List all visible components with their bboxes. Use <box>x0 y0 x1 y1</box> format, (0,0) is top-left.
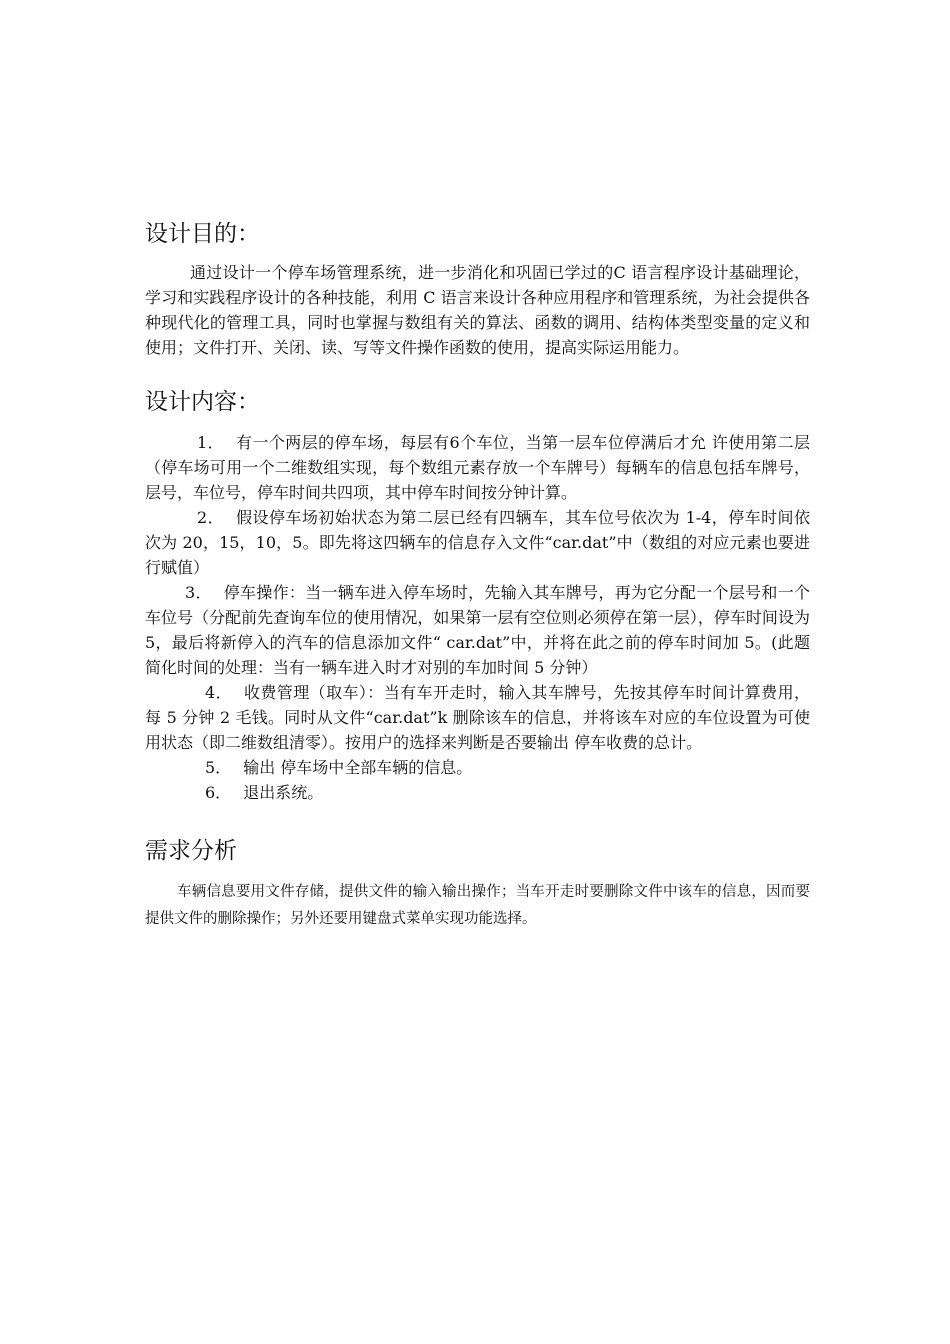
content-list-item <box>145 505 810 580</box>
list-item-number: 4． <box>205 683 233 702</box>
list-item-number: 5． <box>205 758 232 777</box>
content-list-item <box>145 430 810 505</box>
list-item-number: 3． <box>185 583 212 602</box>
list-item-text: 退出系统。 <box>243 783 324 802</box>
design-goal-paragraph: 通过设计一个停车场管理系统，进一步消化和巩固已学过的C 语言程序设计基础理论，学习和实践程序设计的各种技能，利用 C 语言来设计各种应用程序和管理系统，为社会提供各种现代化的管理工具，同时也掌握与数组有关的算法、函数的调用、结构体类型变量的定义和使用；文件打开、关闭、读、写等文件操作函数的使用，提高实际运用能力。 <box>145 263 810 357</box>
section-design-content <box>145 386 810 805</box>
list-item-text: 停车操作：当一辆车进入停车场时，先输入其车牌号，再为它分配一个层号和一个车位号（分配前先查询车位的使用情况，如果第一层有空位则必须停在第一层），停车时间设为 5，最后将新停入的汽车的信息添加文件“ car.dat”中，并将在此之前的停车时间加 5。(此题简化时间的处理：当有一辆车进入时才对别的车加时间 5 分钟） <box>145 583 810 677</box>
list-item-text: 有一个两层的停车场，每层有6个车位，当第一层车位停满后才允 许使用第二层（停车场可用一个二维数组实现，每个数组元素存放一个车牌号）每辆车的信息包括车牌号，层号，车位号，停车时间共四项，其中停车时间按分钟计算。 <box>145 433 810 502</box>
section-heading-design-content: 设计内容： <box>145 389 260 415</box>
content-list-item <box>145 755 810 780</box>
content-list-item <box>145 680 810 755</box>
section-requirements-analysis <box>145 835 810 933</box>
list-item-text: 输出 停车场中全部车辆的信息。 <box>243 758 473 777</box>
section-heading-design-goal: 设计目的： <box>145 221 260 247</box>
list-item-text: 假设停车场初始状态为第二层已经有四辆车，其车位号依次为 1-4，停车时间依次为 20，15，10，5。即先将这四辆车的信息存入文件“car.dat”中（数组的对应元素也要进行赋值） <box>145 508 810 577</box>
content-list-item <box>145 580 810 680</box>
list-item-number: 2． <box>197 508 225 527</box>
list-item-number: 6． <box>205 783 232 802</box>
requirements-analysis-paragraph: 车辆信息要用文件存储，提供文件的输入输出操作；当车开走时要删除文件中该车的信息，因而要提供文件的删除操作；另外还要用键盘式菜单实现功能选择。 <box>145 884 810 927</box>
content-list-item <box>145 780 810 805</box>
section-heading-requirements-analysis: 需求分析 <box>145 838 237 864</box>
section-design-goal <box>145 218 810 360</box>
list-item-number: 1． <box>197 433 225 452</box>
list-item-text: 收费管理（取车）：当有车开走时，输入其车牌号，先按其停车时间计算费用，每 5 分钟 2 毛钱。同时从文件“car.dat”k 删除该车的信息，并将该车对应的车位设置为可使用状态（即二维数组清零）。按用户的选择来判断是否要输出 停车收费的总计。 <box>145 683 810 752</box>
document-content <box>145 218 810 933</box>
